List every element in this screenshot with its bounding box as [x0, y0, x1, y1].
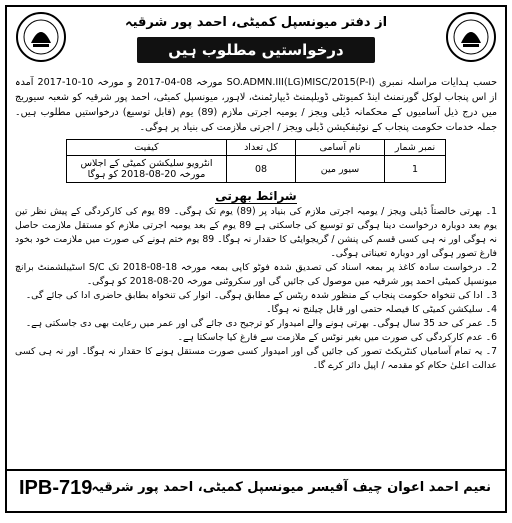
- conditions-heading: [7, 189, 505, 203]
- office-title: از دفتر میونسپل کمیٹی، احمد پور شرقیہ: [124, 15, 388, 30]
- government-emblem-icon: [445, 11, 497, 63]
- conditions-heading-text: شرائط بھرتی: [215, 189, 297, 203]
- vacancy-table: [66, 139, 446, 183]
- list-item: 3۔ ادا کی تنخواہ حکومت پنجاب کے منظور شدہ ریٹس کے مطابق ہوگی۔ اتوار کی تنخواہ بطابق حاضری ادا کی جائے گی۔: [25, 290, 497, 301]
- list-item: 6۔ عدم کارکردگی کی صورت میں بغیر نوٹس کے ملازمت سے فارغ کیا جاسکتا ہے۔: [177, 332, 497, 343]
- table-cell: سیور مین: [296, 156, 385, 183]
- table-header-row: [67, 140, 446, 156]
- list-item: 5۔ عمر کی حد 35 سال ہوگی۔ بھرتی ہونے والے امیدوار کو ترجیح دی جائے گی اور عمر میں رعایت بھی دی جاسکتی ہے۔: [25, 318, 497, 329]
- column-header: کل تعداد: [227, 140, 296, 156]
- list-item: 2۔ درخواست سادہ کاغذ پر بمعہ اسناد کی تصدیق شدہ فوٹو کاپی بمعہ مورخہ 18-08-2018 تک S/C اسٹیبلشمنٹ برانچ میونسپل کمیٹی احمد پور شرقیہ میں موصول کی جائیں گی اور سکروٹنی مورخہ 20-08-2018 کو ہوگی۔: [15, 262, 497, 287]
- column-header: کیفیت: [67, 140, 227, 156]
- header: [7, 7, 505, 73]
- list-item: 4۔ سلیکشن کمیٹی کا فیصلہ حتمی اور قابل چیلنج نہ ہوگا۔: [266, 304, 497, 315]
- advertisement: [5, 5, 507, 513]
- column-header: نمبر شمار: [385, 140, 446, 156]
- signature-block: نعیم احمد اعوان چیف آفیسر میونسپل کمیٹی، احمد پور شرقیہ: [91, 480, 491, 495]
- intro-paragraph: حسب ہدایات مراسلہ نمبری SO.ADMN.III(LG)MISC/2015(P-I) مورخہ 08-04-2017 و مورخہ 10-10-2017 آمدہ از اس پنجاب لوکل گورنمنٹ اینڈ کمیونٹی ڈویلپمنٹ ڈیپارٹمنٹ، لاہور، میونسپل کمیٹی، احمد پور شرقیہ کو شعبہ سیوریج میں درج ذیل آسامیوں کے محکمانہ ڈیلی ویجز / یومیہ اجرتی ملازم (89) یوم (قابل توسیع) درخواستیں مطلوب ہیں۔ جملہ خدمات حکومت پنجاب کے نوٹیفکیشن ڈیلی ویجز / اجرتی ملازمت کی بنیاد پر ہوگی۔: [15, 77, 498, 133]
- table-cell: 08: [227, 156, 296, 183]
- conditions-list: [15, 205, 497, 373]
- column-header: نام آسامی: [296, 140, 385, 156]
- page-title: درخواستیں مطلوب ہیں: [137, 37, 375, 63]
- table-row: [67, 156, 446, 183]
- table-cell: انٹرویو سلیکشن کمیٹی کے اجلاس مورخہ 20-08-2018 کو ہوگا: [67, 156, 227, 183]
- government-emblem-icon: [15, 11, 67, 63]
- footer: [7, 469, 505, 511]
- list-item: 1۔ بھرتی خالصتاً ڈیلی ویجز / یومیہ اجرتی ملازم کی بنیاد پر (89) یوم تک ہوگی۔ 89 یوم کی کارکردگی کے پیش نظر تین یوم بعد دوبارہ درخواست دینا ہوگی تو توسیع کی جاسکتی ہے 89 یوم کے بعد یومیہ اجرتی ملازم کو مستقل ملازمت حاصل نہ ہوگی اور نہ ہی کسی قسم کی پنشن / گریجوایٹی کا حقدار نہ ہوگا۔ 89 یوم ختم ہونے کی صورت میں ملازمت خود بخود فارغ تصور ہوگی اور دوبارہ تعیناتی ہوگی۔: [15, 206, 498, 259]
- list-item: 7۔ یہ تمام آسامیاں کنٹریکٹ تصور کی جائیں گی اور امیدوار کسی صورت مستقل ہونے کا حقدار نہ ہوگا۔ اور نہ ہی کسی عدالت اعلیٰ حکام کو مقدمہ / اپیل دائر کرے گا۔: [15, 346, 497, 371]
- ipb-number: IPB-719: [19, 477, 93, 499]
- table-cell: 1: [385, 156, 446, 183]
